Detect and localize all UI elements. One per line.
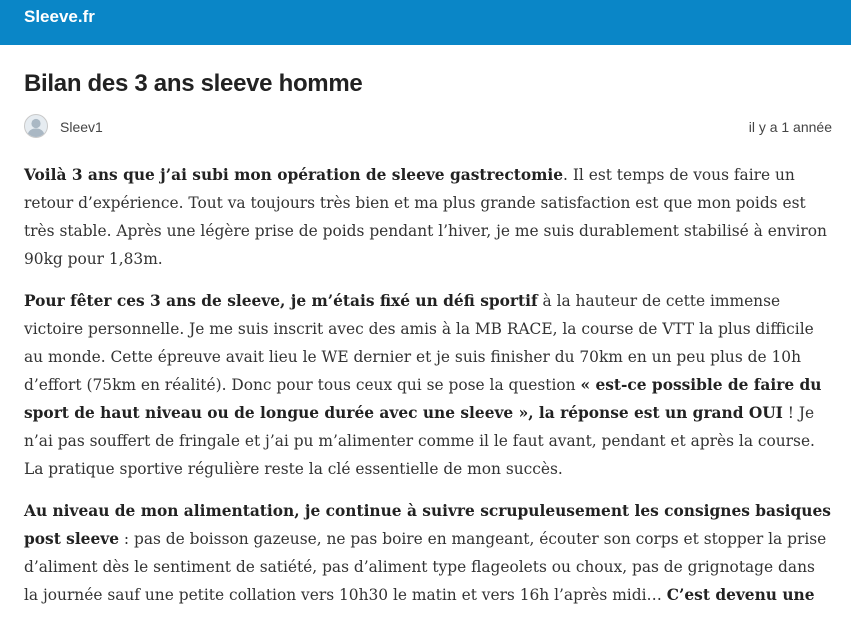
bold-text: « est-ce possible de faire du sport de haut niveau ou de longue durée avec une sleeve », la réponse est un grand OUI (24, 376, 822, 422)
avatar-silhouette-icon (25, 115, 47, 137)
site-title-link[interactable]: Sleeve.fr (24, 7, 95, 26)
author-link[interactable]: Sleev1 (60, 119, 103, 135)
bold-text: C’est devenu une (666, 586, 815, 604)
content-paragraph (24, 497, 832, 609)
bold-text: Au niveau de mon alimentation, je continue à suivre scrupuleusement les consignes basiques post sleeve (24, 502, 831, 548)
post-content (24, 161, 832, 623)
paragraph-text: à la hauteur de cette immense victoire personnelle. Je me suis inscrit avec des amis à la MB RACE, la course de VTT la plus difficile au monde. Cette épreuve avait lieu le WE dernier et je suis finisher du 70km en un peu plus de 10h d’effort (75km en réalité). Donc pour tous ceux qui se pose la question (24, 292, 814, 394)
bold-text: Pour fêter ces 3 ans de sleeve, je m’étais fixé un défi sportif (24, 292, 538, 310)
paragraph-text: : pas de boisson gazeuse, ne pas boire en mangeant, écouter son corps et stopper la prise d’aliment dès le sentiment de satiété, pas d’aliment type flageolets ou choux, pas de grignotage dans la journée sauf une petite collation vers 10h30 le matin et vers 16h l’après midi… (24, 530, 827, 604)
post-title: Bilan des 3 ans sleeve homme (24, 70, 363, 97)
content-paragraph (24, 287, 832, 483)
user-avatar-icon[interactable] (24, 114, 48, 138)
paragraph-text: ! Je n’ai pas souffert de fringale et j’ai pu m’alimenter comme il le faut avant, pendant et après la course. La pratique sportive régulière reste la clé essentielle de mon succès. (24, 404, 815, 478)
bold-text: Voilà 3 ans que j’ai subi mon opération de sleeve gastrectomie (24, 166, 564, 184)
site-header (0, 0, 851, 45)
post-date: il y a 1 année (748, 119, 832, 135)
content-paragraph (24, 161, 832, 273)
paragraph-text: . Il est temps de vous faire un retour d’expérience. Tout va toujours très bien et ma plus grande satisfaction est que mon poids est très stable. Après une légère prise de poids pendant l’hiver, je me suis durablement stabilisé à environ 90kg pour 1,83m. (24, 166, 827, 268)
post-meta (24, 114, 832, 142)
